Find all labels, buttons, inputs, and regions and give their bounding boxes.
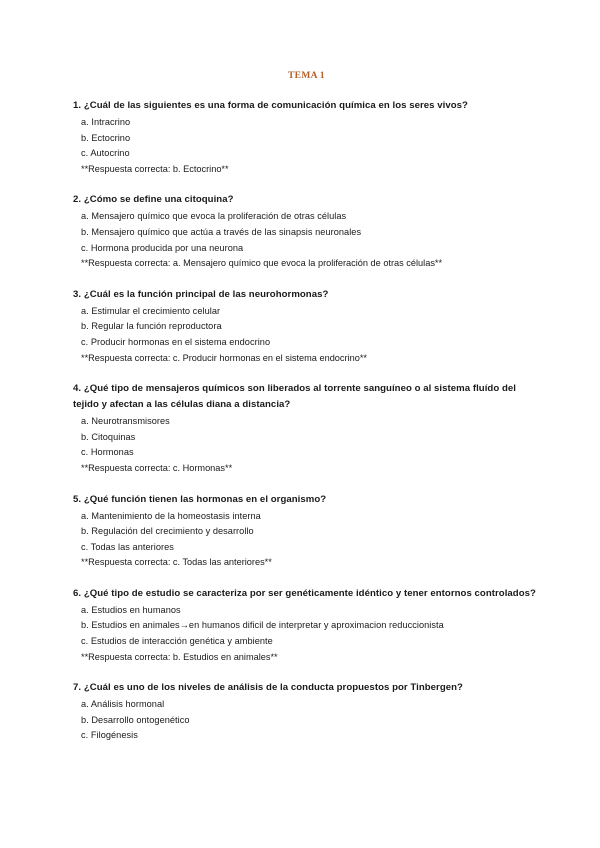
option-b: b. Regulación del crecimiento y desarrollo [81,526,254,537]
question-7 [73,680,540,744]
option-b: b. Ectocrino [81,132,131,143]
correct-answer: **Respuesta correcta: c. Todas las anteriores** [81,557,272,568]
question-prompt: ¿Cuál de las siguientes es una forma de comunicación química en los seres vivos? [83,100,468,111]
question-prompt: ¿Qué tipo de mensajeros químicos son liberados al torrente sanguíneo o al sistema fluído del tejido y afectan a las células diana a distancia? [73,383,516,411]
question-3 [73,287,540,366]
question-4 [73,381,540,476]
question-text [73,381,540,413]
correct-answer: **Respuesta correcta: c. Producir hormonas en el sistema endocrino** [81,352,367,363]
question-prompt: ¿Qué función tienen las hormonas en el organismo? [83,493,327,505]
question-number: 6. [73,587,82,599]
question-number: 1. [73,100,82,111]
question-number: 2. [73,194,82,206]
option-c: c. Producir hormonas en el sistema endocrino [81,336,271,347]
option-b: b. Citoquinas [81,431,136,442]
option-a: a. Estudios en humanos [81,604,181,615]
question-prompt: ¿Qué tipo de estudio se caracteriza por ser genéticamente idéntico y tener entornos controlados? [83,587,536,599]
question-prompt: ¿Cuál es la función principal de las neurohormonas? [83,288,329,300]
option-a: a. Neurotransmisores [81,416,170,427]
option-a: a. Intracrino [81,117,131,127]
option-c: c. Autocrino [81,148,130,159]
option-c: c. Todas las anteriores [81,541,174,552]
question-text [73,98,540,114]
correct-answer: **Respuesta correcta: c. Hormonas** [81,462,233,473]
question-text [73,680,540,696]
option-c: c. Estudios de interacción genética y ambiente [81,636,273,647]
option-c: c. Hormonas [81,447,134,458]
option-b: b. Estudios en animales→en humanos dificil de interpretar y aproximacion reduccionista [81,620,444,631]
question-text [73,287,540,303]
question-text [73,586,540,602]
option-a: a. Mensajero químico que evoca la proliferación de otras células [81,211,347,222]
option-b: b. Mensajero químico que actúa a través de las sinapsis neuronales [81,226,362,237]
option-b: b. Regular la función reproductora [81,321,222,332]
document-title: TEMA 1 [288,71,325,81]
correct-answer: **Respuesta correcta: b. Estudios en animales** [81,651,278,662]
question-2 [73,192,540,271]
option-a: a. Análisis hormonal [81,699,165,710]
correct-answer: **Respuesta correcta: a. Mensajero químico que evoca la proliferación de otras células** [81,258,443,269]
correct-answer: **Respuesta correcta: b. Ectocrino** [81,163,229,174]
question-number: 3. [73,288,82,300]
option-a: a. Mantenimiento de la homeostasis interna [81,510,261,521]
question-prompt: ¿Cómo se define una citoquina? [83,194,234,206]
question-text [73,492,540,508]
question-prompt: ¿Cuál es uno de los niveles de análisis de la conducta propuestos por Tinbergen? [83,682,463,694]
option-c: c. Filogénesis [81,730,138,741]
option-a: a. Estimular el crecimiento celular [81,305,221,316]
question-number: 7. [73,682,82,694]
question-1 [73,98,540,177]
question-text [73,192,540,208]
option-c: c. Hormona producida por una neurona [81,242,244,253]
question-number: 4. [73,383,82,395]
question-number: 5. [73,493,82,505]
option-b: b. Desarrollo ontogenético [81,714,190,725]
question-5 [73,492,540,571]
question-6 [73,586,540,665]
